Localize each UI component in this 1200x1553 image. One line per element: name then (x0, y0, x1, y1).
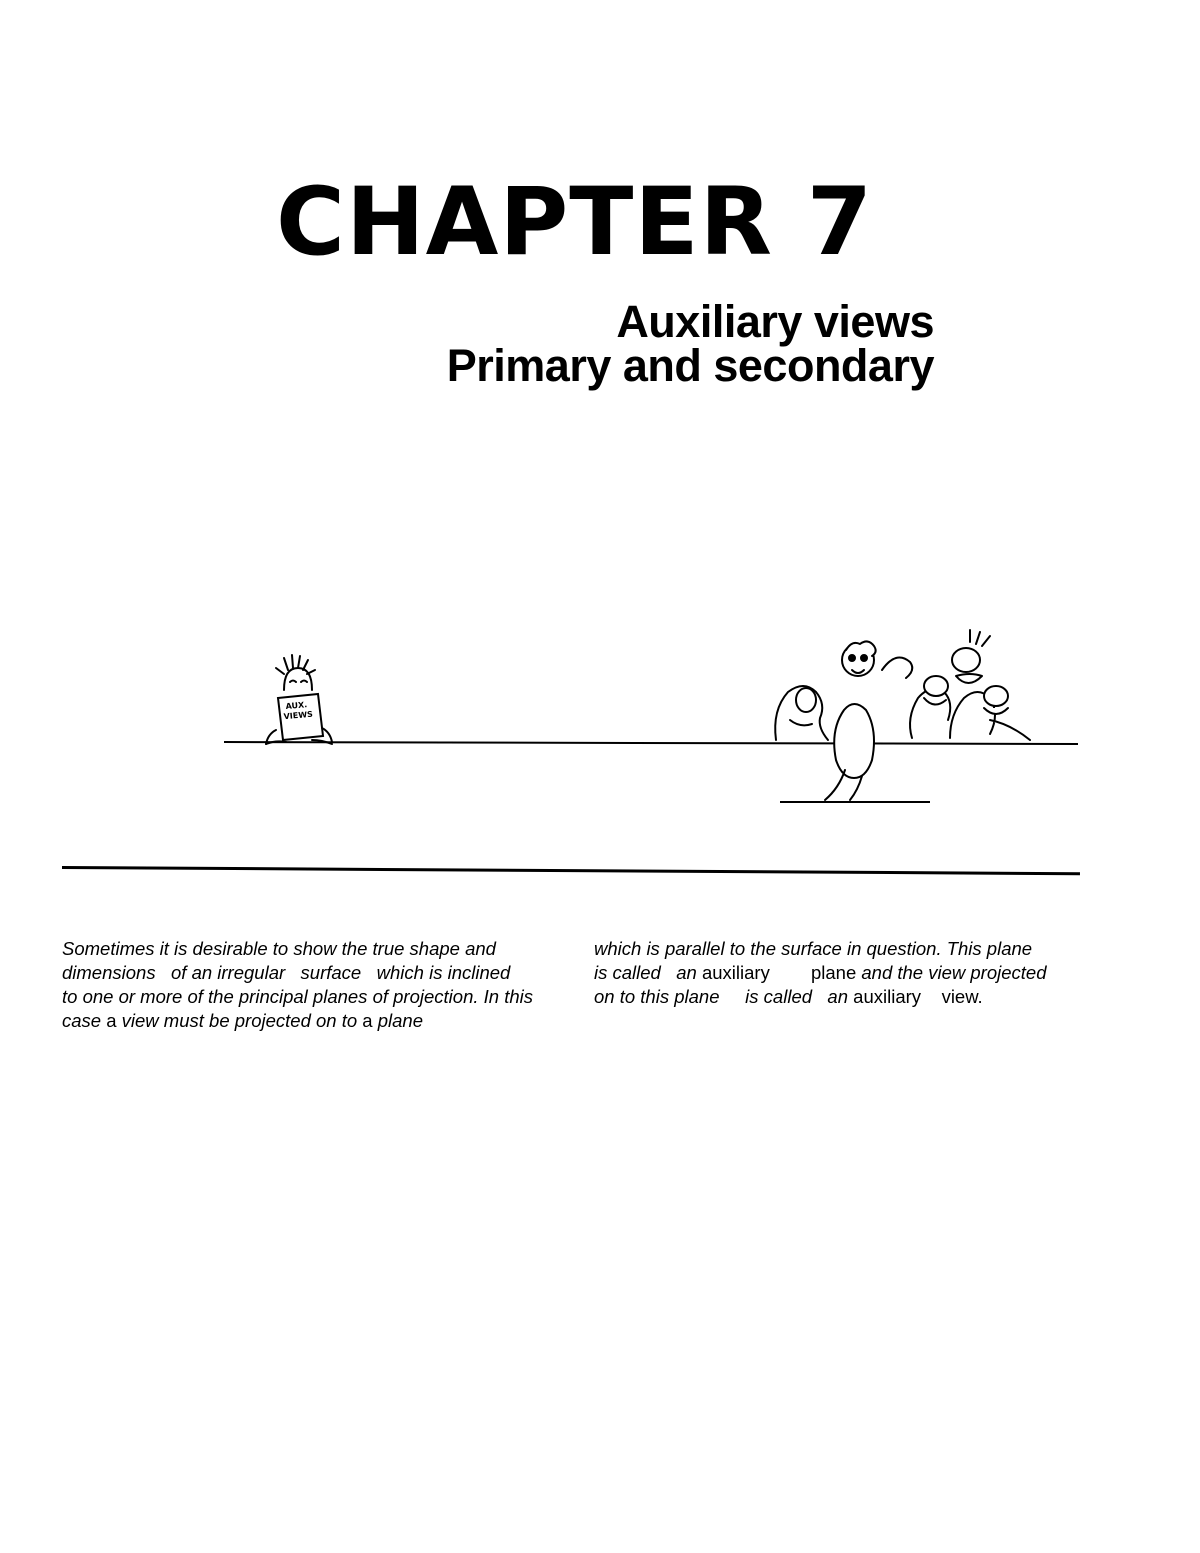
right-line-3 (594, 985, 1094, 1009)
right-line-3-b: auxiliary view. (853, 986, 983, 1007)
left-line-4-b: a (106, 1010, 117, 1031)
chapter-subtitle (446, 296, 934, 391)
left-line-4 (62, 1009, 562, 1033)
right-line-2-a: is called an (594, 962, 702, 983)
body-text-right-column (594, 937, 1094, 1009)
reader-figure (266, 655, 332, 744)
left-line-3: to one or more of the principal planes of projection. In this (62, 986, 533, 1007)
sign-text-line-2: VIEWS (283, 709, 314, 722)
left-line-4-a: case (62, 1010, 107, 1031)
section-divider (62, 866, 1080, 875)
subtitle-line-1: Auxiliary views (616, 296, 934, 347)
right-line-3-a: on to this plane is called an (594, 986, 854, 1007)
audience-group (775, 630, 1030, 800)
right-line-2 (594, 961, 1094, 985)
left-line-2: dimensions of an irregular surface which is inclined (62, 962, 511, 983)
sign-text-line-1: AUX. (285, 700, 308, 712)
subtitle-line-2: Primary and secondary (446, 340, 934, 391)
right-line-2-c: and the view projected (856, 962, 1047, 983)
left-line-4-c: view must be projected on to (116, 1010, 363, 1031)
chapter-title: CHAPTER 7 (276, 168, 874, 277)
body-text-left-column (62, 937, 562, 1033)
left-line-1: Sometimes it is desirable to show the true shape and (62, 938, 496, 959)
table-line (224, 742, 1078, 744)
left-line-4-d: a (362, 1010, 373, 1031)
cartoon-illustration (0, 620, 1200, 820)
left-line-4-e: plane (372, 1010, 423, 1031)
right-line-2-b: auxiliary plane (701, 962, 857, 983)
right-line-1: which is parallel to the surface in question. This plane (594, 938, 1033, 959)
